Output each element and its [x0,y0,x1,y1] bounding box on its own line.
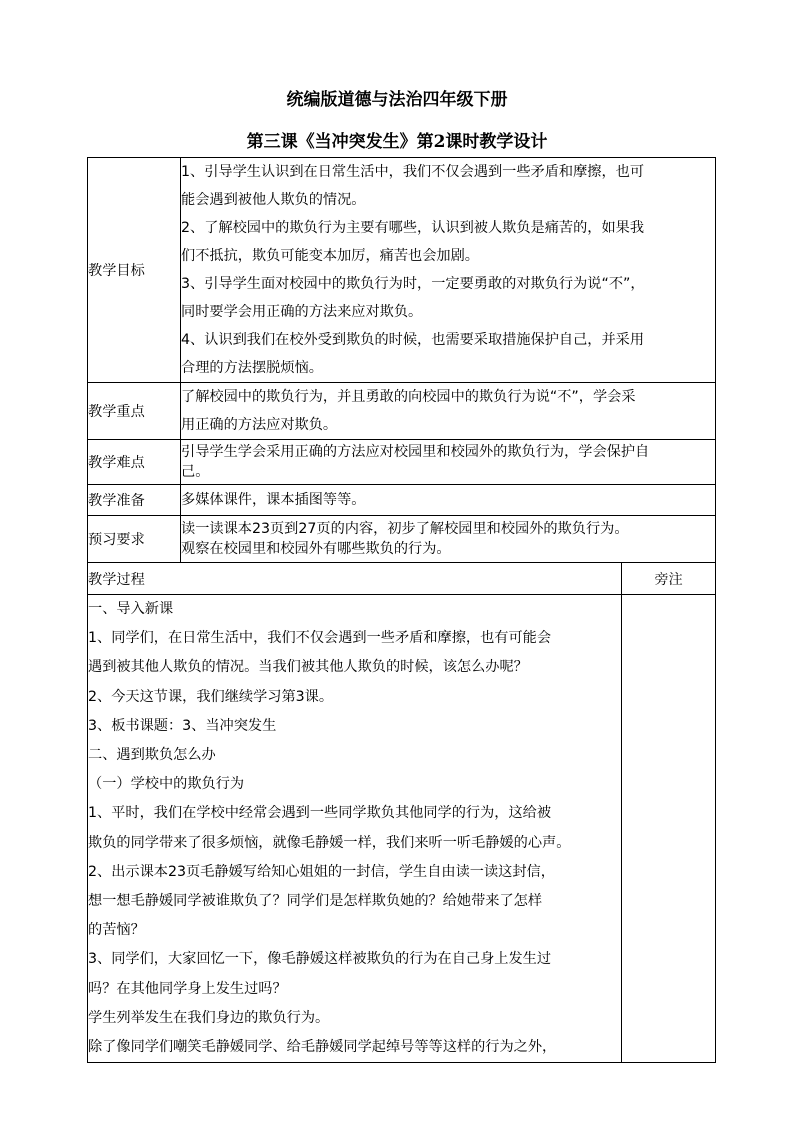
text-line: 除了像同学们嘲笑毛静媛同学、给毛静媛同学起绰号等等这样的行为之外， [88,1039,557,1056]
text-line: 观察在校园里和校园外有哪些欺负的行为。 [181,541,451,557]
objectives-content [181,158,716,383]
preview-row [88,516,716,563]
text-line: 3、引导学生面对校园中的欺负行为时，一定要勇敢的对欺负行为说“不”， [181,276,645,292]
lesson-plan-table [87,157,716,1063]
key-points-label: 教学重点 [88,383,181,440]
text-line: 同时要学会用正确的方法来应对欺负。 [181,304,423,320]
text-line: 4、认识到我们在校外受到欺负的时候，也需要采取措施保护自己，并采用 [181,332,645,348]
preview-content [181,516,716,563]
text-line: 遇到被其他人欺负的情况。当我们被其他人欺负的时候，该怎么办呢？ [88,659,528,676]
text-line: 欺负的同学带来了很多烦恼，就像毛静媛一样，我们来听一听毛静媛的心声。 [88,834,571,851]
text-line: 己。 [181,464,210,480]
process-body-row [88,595,716,1063]
preview-label: 预习要求 [88,516,181,563]
preparation-content [181,485,716,516]
document-title: 统编版道德与法治四年级下册 [286,90,508,110]
text-line: 1、引导学生认识到在日常生活中，我们不仅会遇到一些矛盾和摩擦，也可 [181,164,645,180]
text-line: 用正确的方法应对欺负。 [181,417,338,433]
text-line: 3、同学们，大家回忆一下，像毛静媛这样被欺负的行为在自己身上发生过 [88,951,552,968]
text-line: 合理的方法摆脱烦恼。 [181,360,323,376]
difficulties-row [88,440,716,485]
text-line: 引导学生学会采用正确的方法应对校园里和校园外的欺负行为，学会保护自 [181,444,650,460]
text-line: 学生列举发生在我们身边的欺负行为。 [88,1009,330,1026]
note-column [622,595,716,1063]
difficulties-label: 教学难点 [88,440,181,485]
objectives-row [88,158,716,383]
text-line: 1、同学们，在日常生活中，我们不仅会遇到一些矛盾和摩擦，也有可能会 [88,630,552,647]
text-line: 了解校园中的欺负行为，并且勇敢的向校园中的欺负行为说“不”，学会采 [181,389,636,405]
key-points-content [181,383,716,440]
text-line: 1、平时，我们在学校中经常会遇到一些同学欺负其他同学的行为，这给被 [88,805,552,822]
text-line: 2、出示课本23页毛静媛写给知心姐姐的一封信，学生自由读一读这封信， [88,863,555,880]
text-line: 想一想毛静媛同学被谁欺负了？同学们是怎样欺负她的？给她带来了怎样 [88,893,543,910]
process-header-row [88,563,716,595]
text-line: 2、了解校园中的欺负行为主要有哪些，认识到被人欺负是痛苦的，如果我 [181,220,645,236]
preparation-row [88,485,716,516]
text-line: 们不抵抗，欺负可能变本加厉，痛苦也会加剧。 [181,248,479,264]
document-subtitle: 第三课《当冲突发生》第2课时教学设计 [246,132,548,152]
text-line: 读一读课本23页到27页的内容，初步了解校园里和校园外的欺负行为。 [181,521,629,537]
text-line: 3、板书课题：3、当冲突发生 [88,717,277,734]
text-line: （一）学校中的欺负行为 [88,776,245,793]
process-header: 教学过程 [88,563,622,595]
text-line: 二、遇到欺负怎么办 [88,747,216,764]
preparation-label: 教学准备 [88,485,181,516]
key-points-row [88,383,716,440]
text-line: 吗？在其他同学身上发生过吗？ [88,980,287,997]
process-content [88,595,622,1063]
text-line: 的苦恼？ [88,922,145,939]
difficulties-content [181,440,716,485]
text-line: 2、今天这节课，我们继续学习第3课。 [88,688,334,705]
text-line: 一、导入新课 [88,601,174,617]
objectives-label: 教学目标 [88,158,181,383]
text-line: 能会遇到被他人欺负的情况。 [181,192,366,208]
note-header: 旁注 [622,563,716,595]
text-line: 多媒体课件，课本插图等等。 [181,492,366,508]
